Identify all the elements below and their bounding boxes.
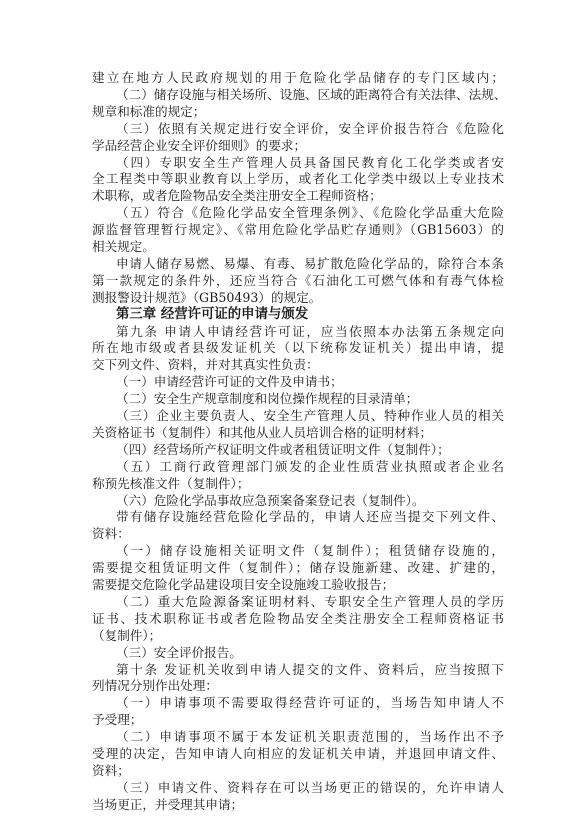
text-line: 相关规定。 xyxy=(92,239,155,254)
text-line: 学品经营企业安全评价细则》的要求； xyxy=(92,137,307,153)
text-line: （一）申请事项不需要取得经营许可证的，当场告知申请人不 xyxy=(116,695,504,711)
text-line: （一）申请经营许可证的文件及申请书； xyxy=(116,374,343,390)
text-line: （四）经营场所产权证明文件或者租赁证明文件（复制件）； xyxy=(116,441,450,457)
text-line: 证书、技术职称证书或者危险物品安全类注册安全工程师资格证书 xyxy=(92,610,504,626)
text-line: 测报警设计规范》（GB50493）的规定。 xyxy=(92,289,322,305)
text-line: 第一款规定的条件外，还应当符合《石油化工可燃气体和有毒气体检 xyxy=(92,272,504,288)
text-line: 受理的决定，告知申请人向相应的发证机关申请，并退回申请文件、 xyxy=(92,746,504,761)
text-line: （三）申请文件、资料存在可以当场更正的错误的，允许申请人 xyxy=(116,779,504,795)
text-line: 第九条 申请人申请经营许可证，应当依照本办法第五条规定向 xyxy=(116,323,504,339)
text-line: （二）储存设施与相关场所、设施、区域的距离符合有关法律、法规、 xyxy=(116,86,507,102)
text-line: （六）危险化学品事故应急预案备案登记表（复制件）。 xyxy=(116,492,425,508)
text-line: 所在地市级或者县级发证机关（以下统称发证机关）提出申请，提 xyxy=(92,340,504,356)
text-line: 术职称，或者危险物品安全类注册安全工程师资格； xyxy=(92,188,382,204)
text-line: （五）工商行政管理部门颁发的企业性质营业执照或者企业名 xyxy=(116,458,504,474)
text-line: 全工程类中等职业教育以上学历，或者化工化学类中级以上专业技术 xyxy=(92,171,504,187)
text-line: （三）企业主要负责人、安全生产管理人员、特种作业人员的相关 xyxy=(116,408,504,423)
text-line: 申请人储存易燃、易爆、有毒、易扩散危险化学品的，除符合本条 xyxy=(116,255,504,271)
text-line: 源监督管理暂行规定》、《常用危险化学品贮存通则》（GB15603）的 xyxy=(92,222,504,238)
text-line: （五）符合《危险化学品安全管理条例》、《危险化学品重大危险 xyxy=(116,205,504,221)
text-line: 规章和标准的规定； xyxy=(92,103,206,119)
text-line: （一）储存设施相关证明文件（复制件）；租赁储存设施的， xyxy=(116,543,504,559)
text-line: 关资格证书（复制件）和其他从业人员培训合格的证明材料； xyxy=(92,424,433,440)
text-line: （二）申请事项不属于本发证机关职责范围的，当场作出不予 xyxy=(116,729,504,745)
text-line: （四）专职安全生产管理人员具备国民教育化工化学类或者安 xyxy=(116,154,504,170)
text-line: （三）依照有关规定进行安全评价，安全评价报告符合《危险化 xyxy=(116,120,504,136)
text-line: （二）安全生产规章制度和岗位操作规程的目录清单； xyxy=(116,391,419,407)
text-line: 带有储存设施经营危险化学品的，申请人还应当提交下列文件、 xyxy=(116,509,504,525)
text-line: 需要提交租赁证明文件（复制件）；储存设施新建、改建、扩建的， xyxy=(92,560,504,576)
text-line: 资料： xyxy=(92,526,130,542)
text-line: 资料； xyxy=(92,762,130,778)
text-line: 建立在地方人民政府规划的用于危险化学品储存的专门区域内； xyxy=(92,70,504,85)
text-line: （二）重大危险源备案证明材料、专职安全生产管理人员的学历 xyxy=(116,593,504,609)
text-line: 称预先核准文件（复制件）； xyxy=(92,475,250,491)
text-line: 予受理； xyxy=(92,712,143,728)
text-line: （复制件）； xyxy=(92,627,162,643)
text-line: 第十条 发证机关收到申请人提交的文件、资料后，应当按照下 xyxy=(116,661,504,677)
text-line: 交下列文件、资料，并对其真实性负责： xyxy=(92,357,319,373)
text-line: 当场更正，并受理其申请； xyxy=(92,796,244,812)
text-line: （三）安全评价报告。 xyxy=(116,644,242,660)
text-line: 需要提交危险化学品建设项目安全设施竣工验收报告； xyxy=(92,577,395,592)
chapter-heading: 第三章 经营许可证的申请与颁发 xyxy=(116,306,309,322)
text-line: 列情况分别作出处理： xyxy=(92,678,218,694)
